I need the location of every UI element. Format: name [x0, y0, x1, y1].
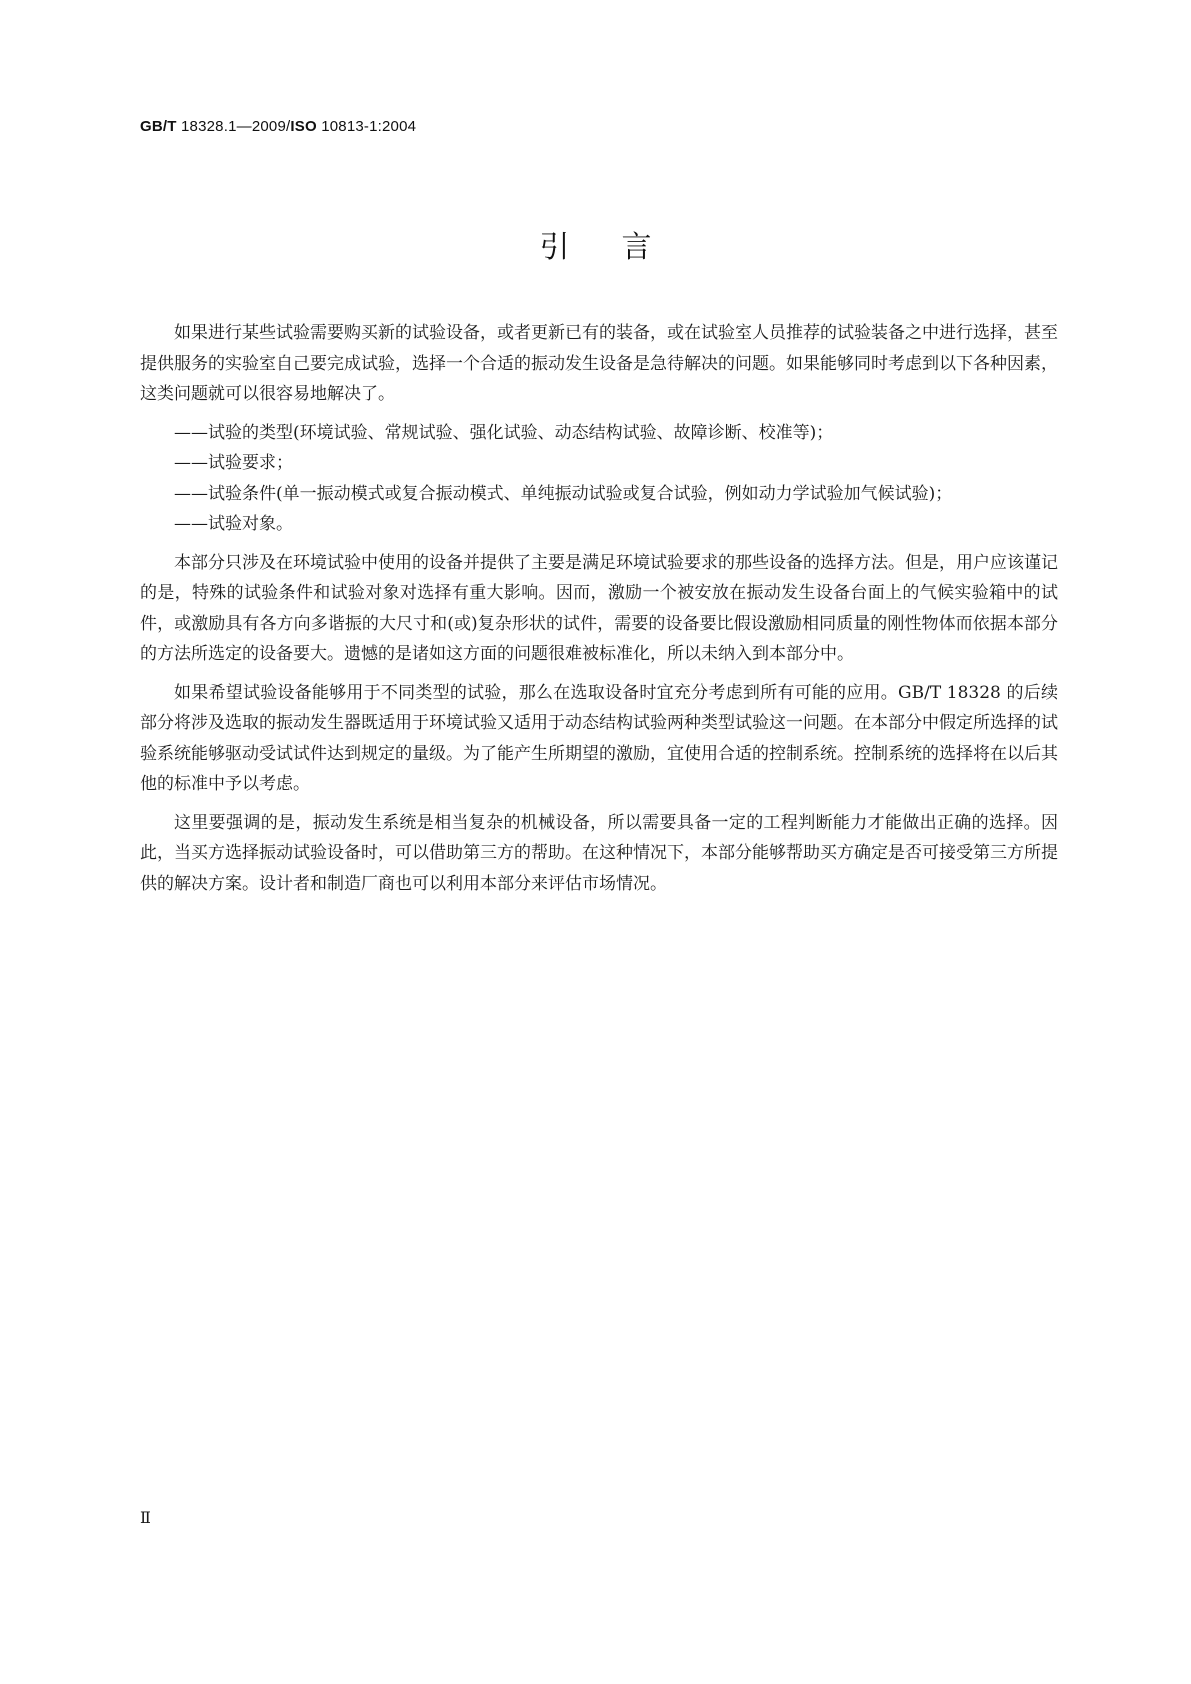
- paragraph-3: 如果希望试验设备能够用于不同类型的试验，那么在选取设备时宜充分考虑到所有可能的应用。GB/T 18328 的后续部分将涉及选取的振动发生器既适用于环境试验又适用于动态结构试验两种类型试验这一问题。在本部分中假定所选择的试验系统能够驱动受试试件达到规定的量级。为了能产生所期望的激励，宜使用合适的控制系统。控制系统的选择将在以后其他的标准中予以考虑。: [140, 682, 1058, 794]
- std-number: 18328.1—2009/: [181, 118, 291, 135]
- factor-list: [140, 418, 1058, 540]
- iso-number: 10813-1:2004: [321, 118, 417, 135]
- list-item-text: 试验要求；: [208, 453, 293, 473]
- introduction-body: [140, 318, 1058, 907]
- list-item: [140, 448, 1058, 479]
- paragraph-2: 本部分只涉及在环境试验中使用的设备并提供了主要是满足环境试验要求的那些设备的选择方法。但是，用户应该谨记的是，特殊的试验条件和试验对象对选择有重大影响。因而，激励一个被安放在振动发生设备台面上的气候实验箱中的试件，或激励具有各方向多谐振的大尺寸和(或)复杂形状的试件，需要的设备要比假设激励相同质量的刚性物体而依据本部分的方法所选定的设备要大。遗憾的是诸如这方面的问题很难被标准化，所以未纳入到本部分中。: [140, 552, 1058, 664]
- list-dash: ——: [174, 514, 208, 534]
- list-item-text: 试验对象。: [208, 514, 293, 534]
- iso-prefix: ISO: [290, 118, 317, 135]
- paragraph-1: 如果进行某些试验需要购买新的试验设备，或者更新已有的装备，或在试验室人员推荐的试验装备之中进行选择，甚至提供服务的实验室自己要完成试验，选择一个合适的振动发生设备是急待解决的问题。如果能够同时考虑到以下各种因素，这类问题就可以很容易地解决了。: [140, 323, 1058, 404]
- list-item: [140, 418, 1058, 449]
- list-item: [140, 479, 1058, 510]
- list-item: [140, 509, 1058, 540]
- list-item-text: 试验的类型(环境试验、常规试验、强化试验、动态结构试验、故障诊断、校准等)；: [208, 422, 834, 443]
- page-number: Ⅱ: [140, 1508, 151, 1527]
- standard-header: [140, 118, 416, 135]
- std-prefix: GB/T: [140, 118, 177, 135]
- list-dash: ——: [174, 422, 208, 443]
- paragraph-4: 这里要强调的是，振动发生系统是相当复杂的机械设备，所以需要具备一定的工程判断能力才能做出正确的选择。因此，当买方选择振动试验设备时，可以借助第三方的帮助。在这种情况下，本部分能够帮助买方确定是否可接受第三方所提供的解决方案。设计者和制造厂商也可以利用本部分来评估市场情况。: [140, 812, 1058, 894]
- list-dash: ——: [174, 483, 208, 504]
- list-dash: ——: [174, 453, 208, 473]
- page-title: 引言: [539, 230, 704, 265]
- list-item-text: 试验条件(单一振动模式或复合振动模式、单纯振动试验或复合试验，例如动力学试验加气候试验)；: [208, 483, 953, 504]
